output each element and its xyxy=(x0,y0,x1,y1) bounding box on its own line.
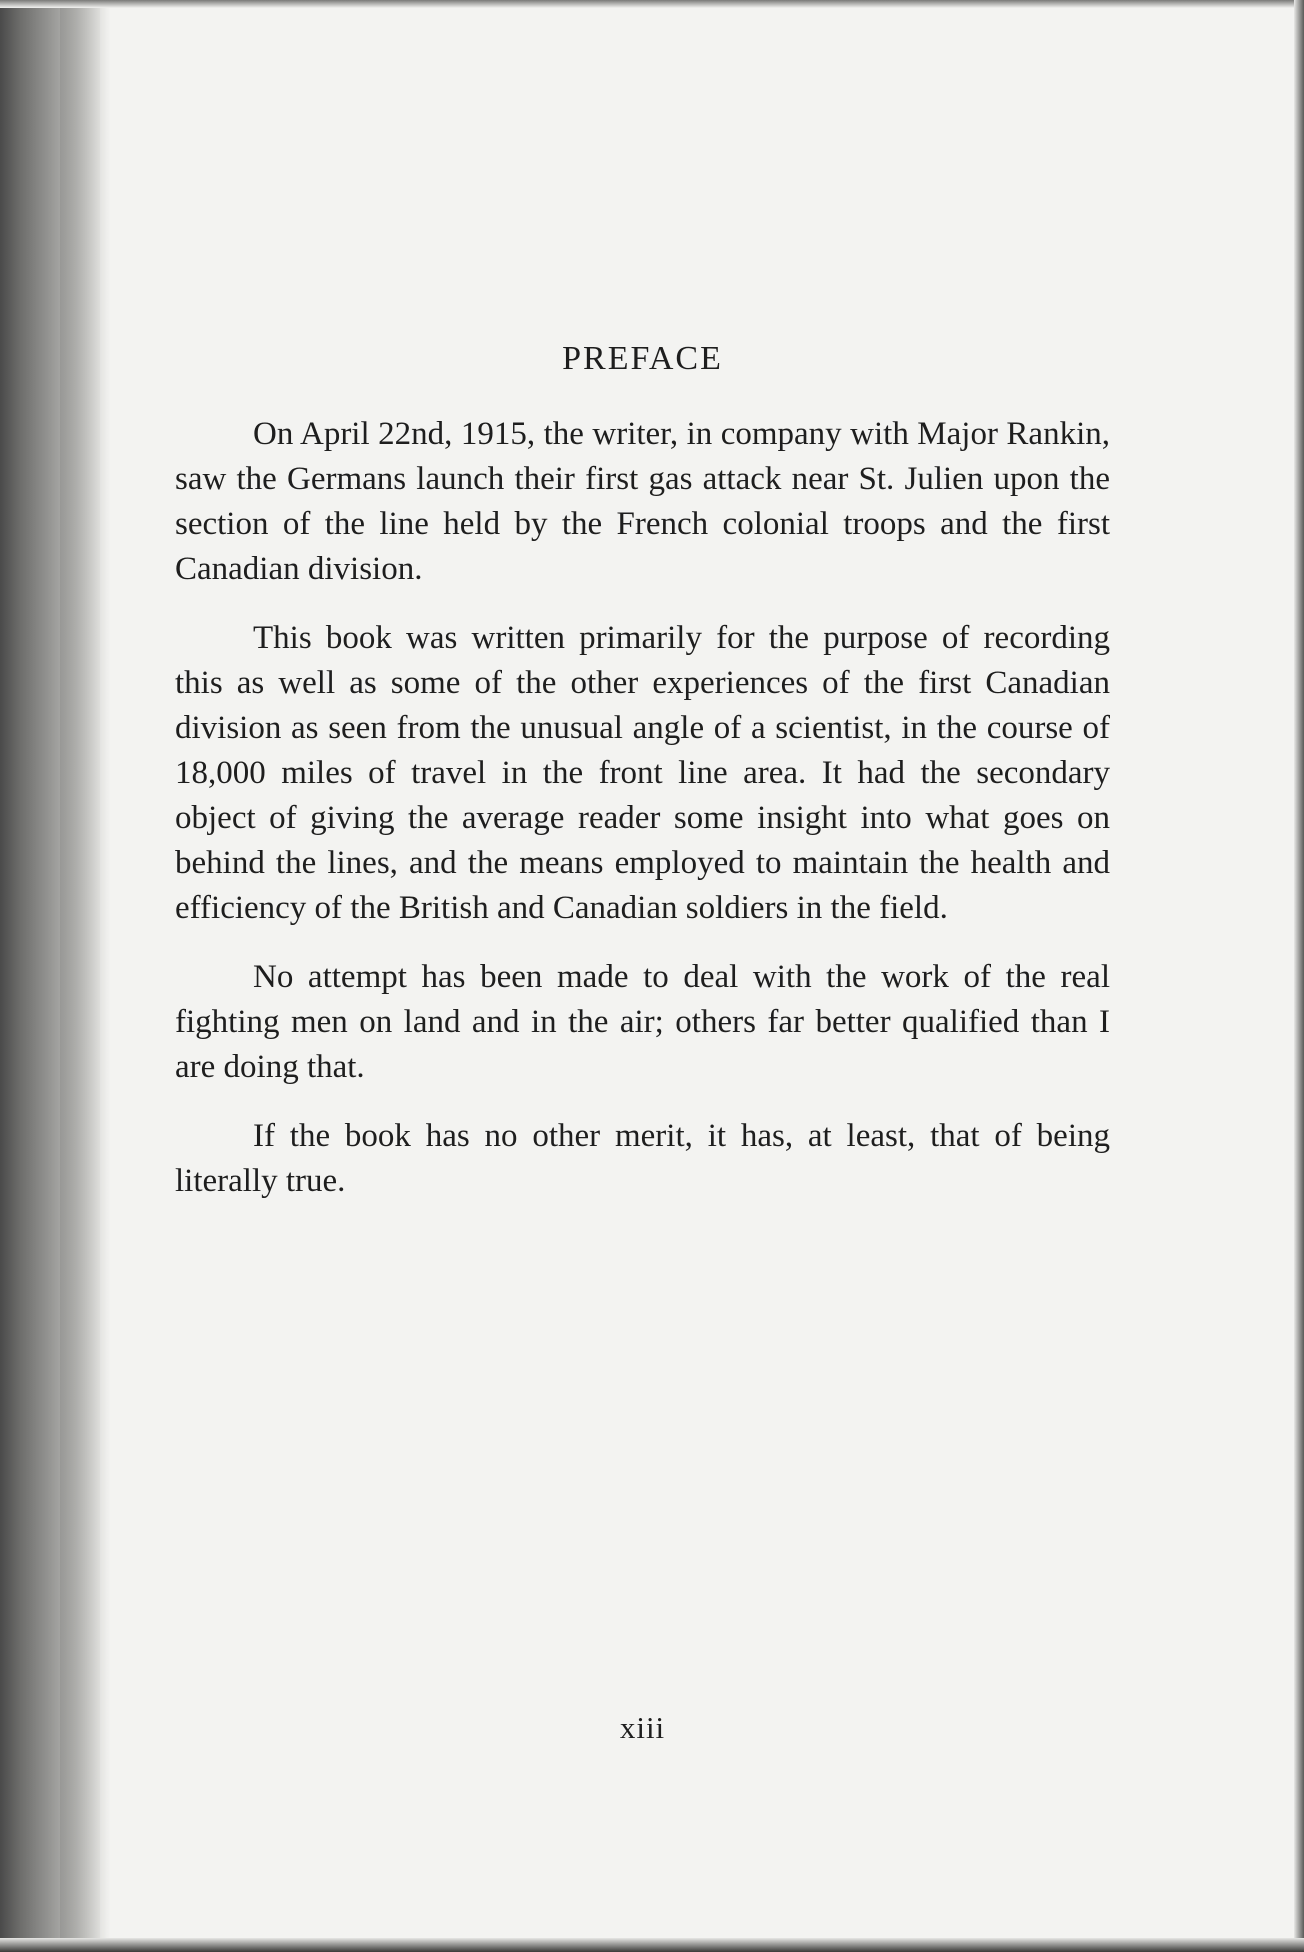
paragraph-2: This book was written primarily for the purpose of recording this as well as some of the other experiences of the first Canadian division as seen from the unusual angle of a scientist, in the course of 18,000 miles of travel in the front line area. It had the secondary object of giving the average reader some insight into what goes on behind the lines, and the means employed to maintain the health and efficiency of the British and Canadian soldiers in the field. xyxy=(175,620,1110,926)
paragraph-3: No attempt has been made to deal with the work of the real fighting men on land and in the air; others far better qualified than I are doing that. xyxy=(175,959,1110,1085)
paragraph-1: On April 22nd, 1915, the writer, in company with Major Rankin, saw the Germans launch their first gas attack near St. Julien upon the section of the line held by the French colonial troops and the first Canadian division. xyxy=(175,416,1110,587)
page-title: PREFACE xyxy=(562,340,723,377)
right-edge xyxy=(1294,0,1304,1952)
page-number: xiii xyxy=(619,1710,666,1745)
top-edge xyxy=(0,0,1304,8)
binding-edge xyxy=(60,0,100,1952)
page-text-block xyxy=(175,340,1110,1745)
bottom-edge xyxy=(0,1938,1304,1952)
paragraph-4: If the book has no other merit, it has, at least, that of being literally true. xyxy=(175,1118,1110,1199)
